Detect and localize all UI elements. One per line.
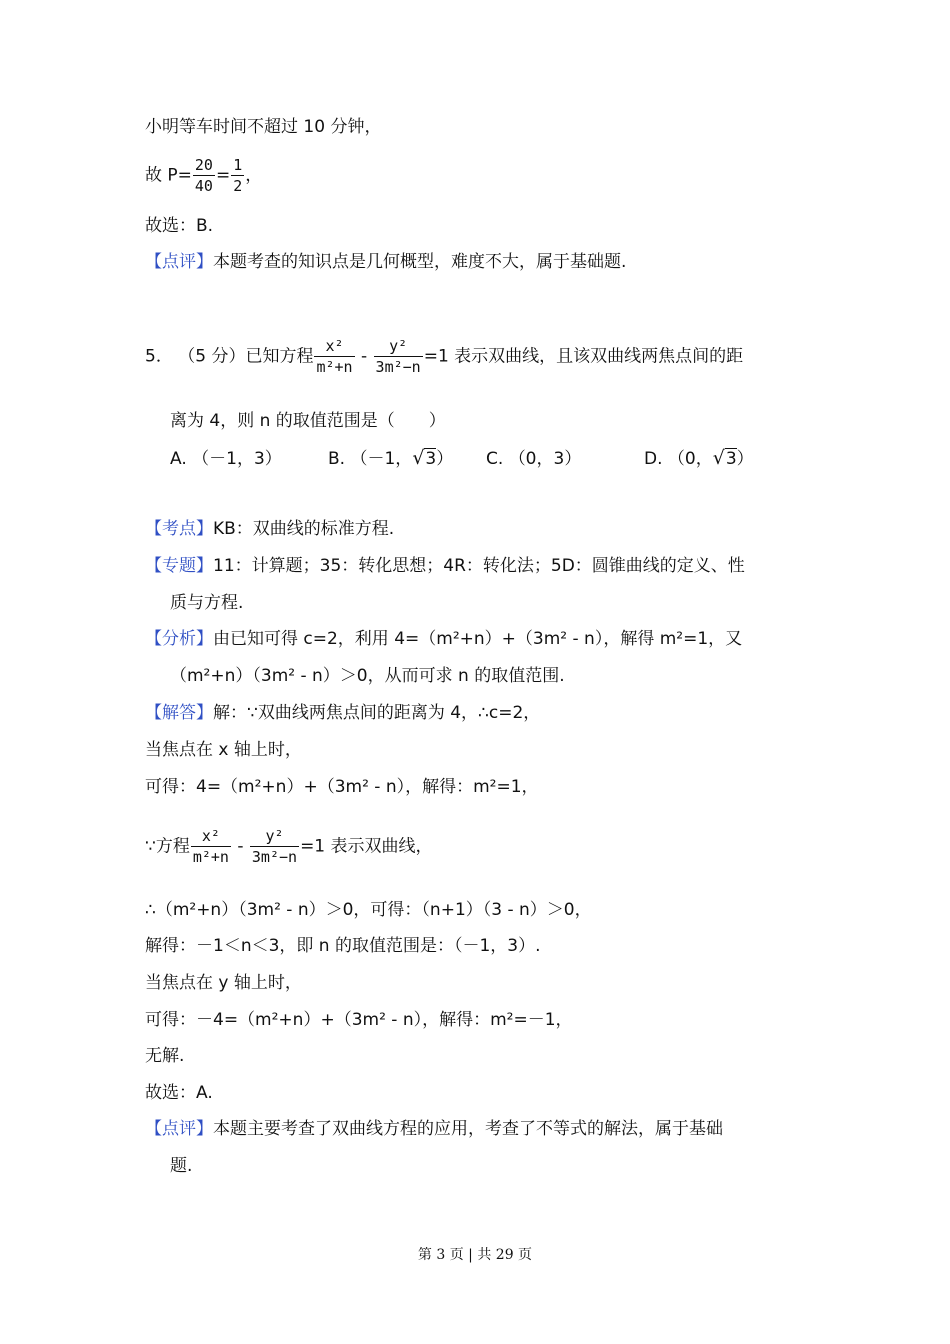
text: 本题考查的知识点是几何概型，难度不大，属于基础题.	[213, 252, 627, 272]
text: -	[355, 346, 373, 367]
equation-line	[145, 826, 433, 867]
text: ，	[245, 165, 263, 186]
option-value: （0，3）	[508, 449, 582, 469]
numerator: x²	[314, 336, 354, 357]
denominator: 3m²−n	[375, 358, 421, 376]
probability-line	[145, 155, 262, 196]
denominator: m²+n	[192, 848, 229, 866]
fraction	[193, 155, 215, 196]
text: =	[215, 165, 231, 186]
numerator: y²	[250, 826, 299, 847]
text: =1 表示双曲线，且该双曲线两焦点间的距	[423, 346, 744, 367]
section-label: 【点评】	[145, 252, 213, 272]
section-label: 【解答】	[145, 703, 213, 723]
text: =1 表示双曲线，	[300, 836, 433, 857]
text: 11：计算题；35：转化思想；4R：转化法；5D：圆锥曲线的定义、性	[213, 556, 745, 576]
text-line: 解得：－1＜n＜3，即 n 的取值范围是：（－1，3）.	[145, 936, 541, 956]
text-line: 当焦点在 y 轴上时，	[145, 973, 302, 993]
page-footer: 第 3 页 | 共 29 页	[417, 1247, 533, 1263]
question-number: 5．	[145, 346, 173, 367]
fraction	[314, 336, 354, 377]
text: -	[231, 836, 249, 857]
jieda-line	[145, 701, 540, 725]
section-label: 【分析】	[145, 629, 213, 649]
option-label: B.	[328, 449, 346, 469]
sqrt-icon: √	[412, 447, 425, 469]
sqrt-icon: √	[712, 447, 725, 469]
dianping-line	[145, 1117, 723, 1141]
text: （5 分）已知方程	[178, 346, 314, 367]
text: 故 P=	[145, 165, 192, 186]
fraction	[250, 826, 299, 867]
zhuanti-line	[145, 554, 745, 578]
kaodian-line	[145, 517, 394, 541]
denominator: m²+n	[316, 358, 353, 376]
option-value: （－1，3）	[192, 449, 282, 469]
text-line: （m²+n）（3m² - n）＞0，从而可求 n 的取值范围.	[170, 666, 565, 686]
option-d[interactable]	[644, 446, 802, 471]
option-c[interactable]	[486, 447, 644, 471]
denominator: 40	[194, 177, 213, 195]
comment-line	[145, 250, 626, 274]
text-line: 小明等车时间不超过 10 分钟，	[145, 117, 382, 137]
answer-line: 故选：B.	[145, 216, 214, 236]
numerator: 1	[233, 156, 243, 174]
section-label: 【点评】	[145, 1119, 213, 1139]
text-line: 质与方程.	[170, 593, 244, 613]
option-b[interactable]	[328, 446, 486, 471]
fraction	[231, 155, 244, 196]
question-stem-line2: 离为 4，则 n 的取值范围是（ ）	[170, 411, 446, 431]
denominator: 2	[233, 177, 243, 195]
radicand: 3	[725, 449, 737, 469]
options-row	[170, 446, 802, 471]
option-value: ）	[736, 449, 754, 469]
text-line: ∴（m²+n）（3m² - n）＞0，可得：（n+1）（3 - n）＞0，	[145, 900, 592, 920]
text: 由已知可得 c=2，利用 4=（m²+n）+（3m² - n），解得 m²=1，又	[213, 629, 743, 649]
numerator: 20	[194, 156, 213, 174]
text-line: 题.	[170, 1156, 193, 1176]
numerator: x²	[191, 826, 231, 847]
fenxi-line	[145, 627, 742, 651]
option-value: （－1，	[350, 449, 413, 469]
denominator: 3m²−n	[251, 848, 298, 866]
text: ∵方程	[145, 836, 190, 857]
option-label: C.	[486, 449, 504, 469]
text-line: 当焦点在 x 轴上时，	[145, 740, 302, 760]
option-value: ）	[436, 449, 454, 469]
option-label: A.	[170, 449, 187, 469]
radicand: 3	[425, 449, 437, 469]
numerator: y²	[374, 336, 423, 357]
text-line: 可得：4=（m²+n）+（3m² - n），解得：m²=1，	[145, 777, 539, 797]
section-label: 【考点】	[145, 519, 213, 539]
text: 解：∵双曲线两焦点间的距离为 4，∴c=2，	[213, 703, 541, 723]
option-value: （0，	[667, 449, 713, 469]
question-stem	[145, 336, 743, 377]
text: 本题主要考查了双曲线方程的应用，考查了不等式的解法，属于基础	[213, 1119, 723, 1139]
text-line: 无解.	[145, 1046, 185, 1066]
answer-line: 故选：A.	[145, 1083, 213, 1103]
option-label: D.	[644, 449, 663, 469]
option-a[interactable]	[170, 447, 328, 471]
text: KB：双曲线的标准方程.	[213, 519, 395, 539]
text-line: 可得：－4=（m²+n）+（3m² - n），解得：m²=－1，	[145, 1010, 573, 1030]
fraction	[374, 336, 423, 377]
section-label: 【专题】	[145, 556, 213, 576]
fraction	[191, 826, 231, 867]
